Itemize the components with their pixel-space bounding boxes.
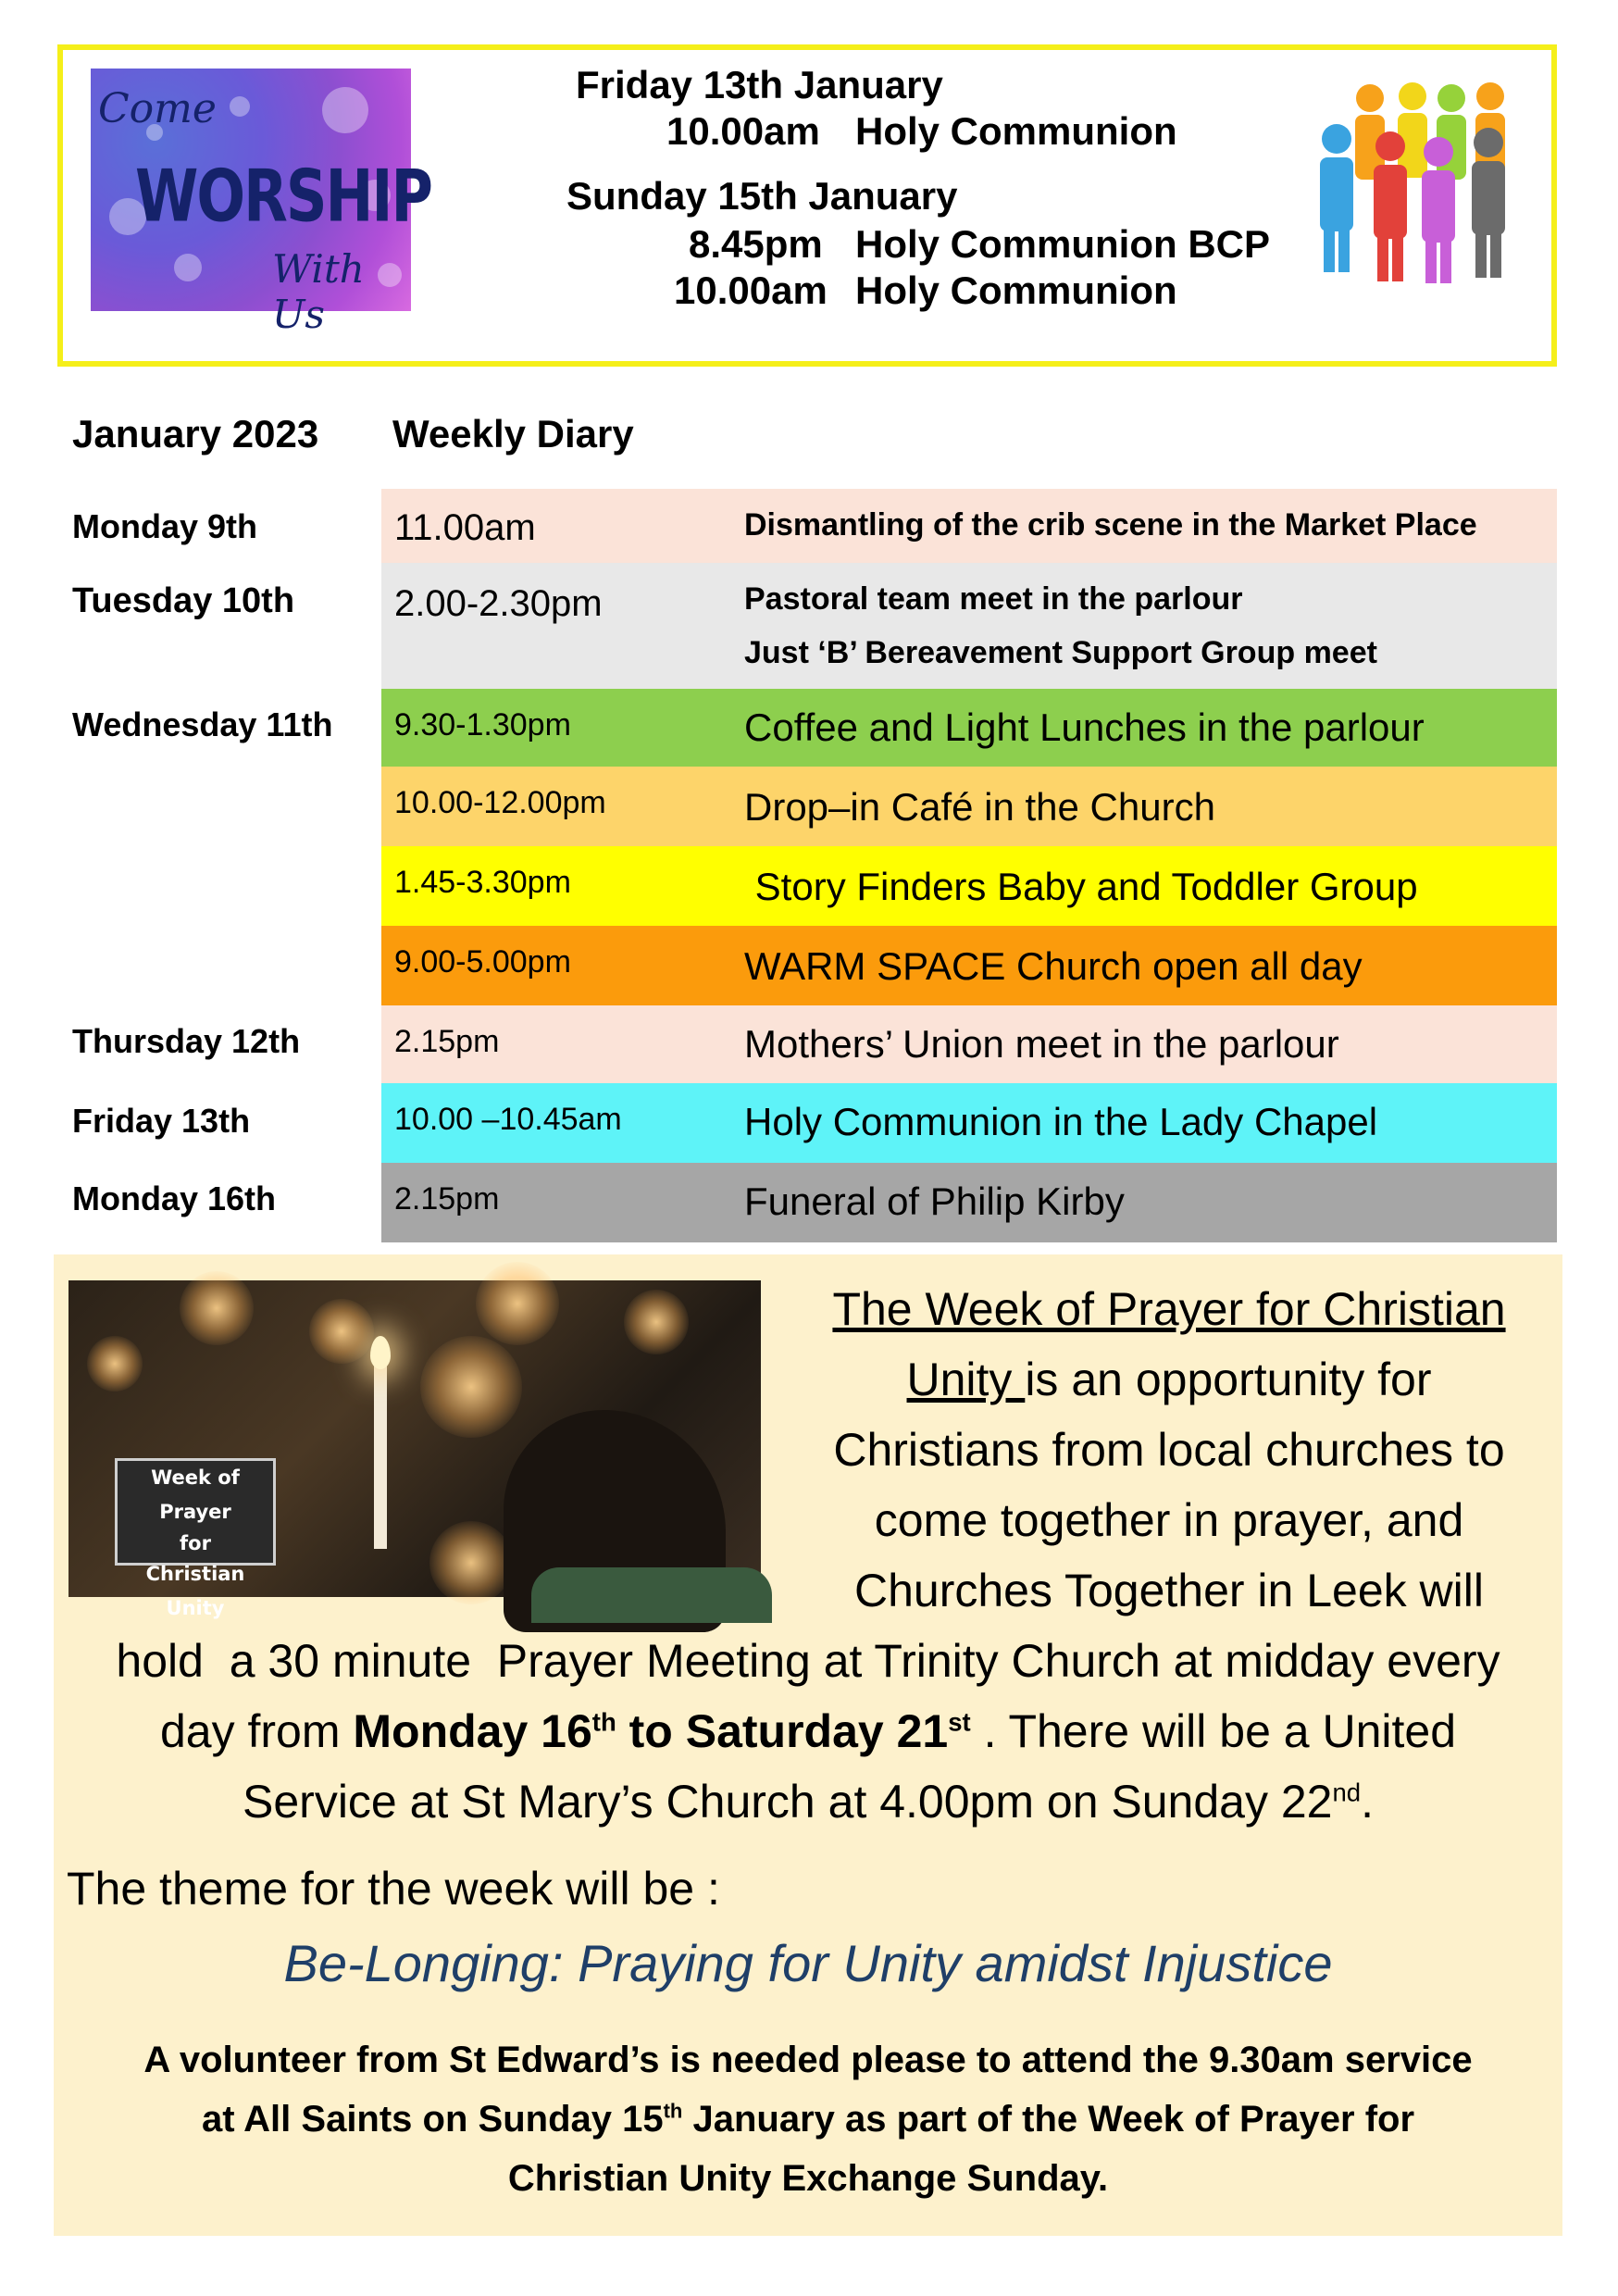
prayer-line-6: hold a 30 minute Prayer Meeting at Trinity Church at midday every — [116, 1635, 1500, 1687]
row-time: 1.45-3.30pm — [394, 865, 571, 900]
prayer-theme: Be-Longing: Praying for Unity amidst Injustice — [283, 1934, 1333, 1992]
prayer-line-3: Christians from local churches to — [833, 1424, 1505, 1476]
diary-month: January 2023 — [72, 412, 319, 455]
prayer-line-8 — [54, 1775, 1562, 1828]
diary-row — [381, 563, 1557, 689]
day-label: Monday 16th — [72, 1179, 277, 1217]
diary-row — [381, 489, 1557, 563]
row-time: 11.00am — [394, 507, 536, 548]
friday-time: 10.00am — [666, 109, 820, 153]
ordinal-suffix: st — [948, 1707, 971, 1737]
sunday-time-1: 8.45pm — [689, 222, 823, 266]
row-event: Dismantling of the crib scene in the Market Place — [744, 507, 1477, 543]
prayer-title-cont: Unity — [906, 1354, 1026, 1405]
diary-row — [381, 689, 1557, 767]
diary-row — [381, 1005, 1557, 1083]
volunteer-line-2 — [54, 2099, 1562, 2140]
prayer-text: Service at St Mary’s Church at 4.00pm on Sunday 22 — [243, 1776, 1333, 1828]
day-label: Friday 13th — [72, 1102, 251, 1140]
sunday-service-1: Holy Communion BCP — [855, 222, 1270, 266]
row-time: 2.15pm — [394, 1024, 500, 1059]
row-event: Coffee and Light Lunches in the parlour — [744, 705, 1425, 749]
diary-row — [381, 767, 1557, 846]
diary-row — [381, 1083, 1557, 1163]
diary-row — [381, 926, 1557, 1005]
logo-come-text: Come — [98, 85, 217, 132]
people-group-icon — [1313, 78, 1535, 291]
prayer-line-2 — [803, 1353, 1535, 1406]
row-event: WARM SPACE Church open all day — [744, 944, 1363, 988]
sunday-time-2: 10.00am — [674, 268, 828, 312]
row-event: Mothers’ Union meet in the parlour — [744, 1022, 1339, 1066]
sunday-date: Sunday 15th January — [566, 174, 958, 218]
candle — [374, 1364, 387, 1549]
worship-times-box — [57, 44, 1557, 367]
volunteer-line-3: Christian Unity Exchange Sunday. — [507, 2158, 1109, 2199]
row-event: Funeral of Philip Kirby — [744, 1179, 1125, 1223]
prayer-date-start: Monday 16 — [353, 1705, 592, 1757]
week-of-prayer-badge — [115, 1458, 276, 1619]
badge-line: Week of Prayer — [151, 1466, 240, 1523]
ordinal-suffix: th — [663, 2099, 683, 2123]
row-event-2: Just ‘B’ Bereavement Support Group meet — [744, 635, 1377, 670]
candle-photo — [68, 1280, 761, 1619]
row-event: Story Finders Baby and Toddler Group — [744, 865, 1418, 908]
prayer-line-1 — [803, 1282, 1535, 1336]
diary-row — [381, 1163, 1557, 1242]
badge-line: for — [180, 1532, 211, 1554]
day-label: Monday 9th — [72, 507, 258, 545]
prayer-week-notice — [54, 1254, 1562, 2236]
row-event: Holy Communion in the Lady Chapel — [744, 1100, 1378, 1143]
row-time: 2.15pm — [394, 1181, 500, 1217]
friday-date: Friday 13th January — [576, 63, 943, 106]
day-label: Tuesday 10th — [72, 581, 295, 620]
volunteer-text: at All Saints on Sunday 15 — [201, 2099, 664, 2140]
day-label: Wednesday 11th — [72, 705, 333, 743]
prayer-line-7 — [54, 1704, 1562, 1758]
prayer-text: is an opportunity for — [1025, 1354, 1432, 1405]
row-time: 2.00-2.30pm — [394, 583, 603, 624]
prayer-line-4: come together in prayer, and — [874, 1494, 1464, 1546]
row-time: 9.00-5.00pm — [394, 944, 571, 980]
prayer-date-end: to Saturday 21 — [616, 1705, 949, 1757]
row-time: 9.30-1.30pm — [394, 707, 571, 742]
ordinal-suffix: th — [591, 1707, 616, 1737]
scarf — [531, 1567, 772, 1623]
prayer-title: The Week of Prayer for Christian — [832, 1283, 1506, 1335]
logo-worship-text: WORSHIP — [135, 154, 431, 239]
friday-service: Holy Communion — [855, 109, 1177, 153]
prayer-text: . There will be a United — [970, 1705, 1457, 1757]
row-time: 10.00 –10.45am — [394, 1102, 622, 1137]
prayer-text: . — [1361, 1776, 1374, 1828]
diary-row — [381, 846, 1557, 926]
ordinal-suffix: nd — [1332, 1778, 1362, 1807]
sunday-service-2: Holy Communion — [855, 268, 1177, 312]
diary-title: Weekly Diary — [392, 412, 634, 455]
volunteer-line-1: A volunteer from St Edward’s is needed please to attend the 9.30am service — [143, 2040, 1473, 2080]
volunteer-text: January as part of the Week of Prayer for — [682, 2099, 1415, 2140]
prayer-text: day from — [159, 1705, 354, 1757]
day-label: Thursday 12th — [72, 1022, 301, 1060]
row-event: Pastoral team meet in the parlour — [744, 581, 1243, 617]
row-time: 10.00-12.00pm — [394, 785, 606, 820]
theme-intro: The theme for the week will be : — [67, 1863, 720, 1915]
candle-flame — [370, 1336, 391, 1369]
row-event: Drop–in Café in the Church — [744, 785, 1215, 829]
prayer-line-5: Churches Together in Leek will — [853, 1565, 1484, 1616]
logo-with-us-text: With Us — [272, 246, 365, 337]
badge-line: Christian Unity — [145, 1563, 245, 1619]
